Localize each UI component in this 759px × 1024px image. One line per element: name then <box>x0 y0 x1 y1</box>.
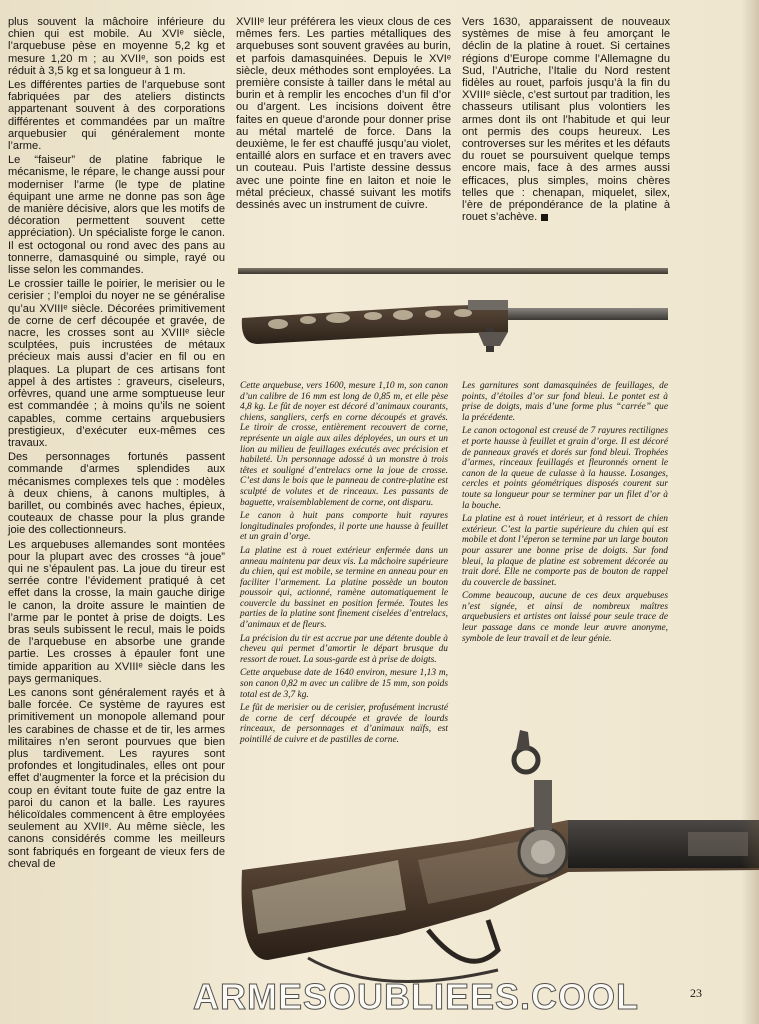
end-mark-icon <box>541 214 548 221</box>
caption-right <box>462 381 668 647</box>
section-divider <box>238 268 668 274</box>
article-column-3 <box>462 16 670 225</box>
watermark: ARMESOUBLIEES.COOL <box>193 976 640 1017</box>
paragraph: Le “faiseur” de platine fabrique le mécanisme, le répare, le change aussi pour moderniser l’arme (le type de platine équipant une arme ne donne pas son âge de manière décisive, alors que les motifs de décoration permettent souvent cette appréciation). Un spécialiste forge le canon. Il est octogonal ou rond avec des pans au tonnerre, damasquiné ou simple, rayé ou lisse selon les commandes. <box>8 154 225 277</box>
caption-paragraph: Le fût de merisier ou de cerisier, profusément incrusté de corne de cerf découpée et gravée de lourds rinceaux, de personnages et d’animaux naïfs, est pointillé de cuivre et de pastilles de corne. <box>240 703 448 745</box>
caption-paragraph: Cette arquebuse, vers 1600, mesure 1,10 m, son canon d’un calibre de 16 mm est long de 0,85 m, et elle pèse 4,8 kg. Le fût de noyer est décoré d’animaux courants, chiens, sangliers, cerfs en corne découpés et gravés. Le tiroir de crosse, entièrement recouvert de corne, représente un aigle aux ailes déployées, un ours et un lion au milieu de feuillages exécutés avec précision et habileté. Un personnage adossé à un monstre à trois têtes et souligné d’entrelacs orne la joue de crosse. C’est dans le bois que le panneau de contre-platine est sculpté de volutes et de rinceaux. Les passants de baguette, vraisemblablement de corne, ont disparu. <box>240 381 448 508</box>
paragraph: Des personnages fortunés passent commande d’armes splendides aux mécanismes complexes tels que : modèles à deux chiens, à canons multiples, à barillet, ou combinés avec haches, épieux, couteaux de chasse pour la plus grande joie des collectionneurs. <box>8 451 225 537</box>
arquebuse-1640-image <box>238 720 759 998</box>
article-column-2 <box>236 16 451 213</box>
caption-paragraph: Les garnitures sont damasquinées de feuillages, de points, d’étoiles d’or sur fond bleui. Le pontet est à prise de doigts, mais d’une forme plus “carrée” que la précédente. <box>462 381 668 423</box>
caption-paragraph: Comme beaucoup, aucune de ces deux arquebuses n’est signée, et ainsi de nombreux maîtres arquebusiers et artistes ont laissé pour seule trace de leur passage dans ce monde leur œuvre anonyme, symbole de leur travail et de leur génie. <box>462 591 668 644</box>
caption-paragraph: La platine est à rouet intérieur, et à ressort de chien extérieur. C’est la partie supérieure du chien qui est mobile et dont l’éperon se termine par un large bouton pour assurer une bonne prise de doigts. Sur fond bleui, la plaque de platine est sobrement décorée au trait doré. Elle ne comporte pas de bouton de rappel du couvercle de bassinet. <box>462 514 668 588</box>
caption-paragraph: Le canon à huit pans comporte huit rayures longitudinales profondes, il porte une hausse à feuillet et un grain d’orge. <box>240 511 448 543</box>
article-column-1 <box>8 16 225 872</box>
caption-paragraph: Le canon octogonal est creusé de 7 rayures rectilignes et porte hausse à feuillet et grain d’orge. Il est décoré de panneaux gravés et dorés sur fond bleui. Trophées d’armes, rinceaux feuillagés et fleuronnés ornent le canon de la queue de culasse à la hausse. Losanges, cercles et points géométriques disposés courent sur toute sa longueur pour se terminer par un filet d’or à la bouche. <box>462 426 668 511</box>
page-number: 23 <box>690 986 702 1000</box>
paragraph: Vers 1630, apparaissent de nouveaux systèmes de mise à feu amorçant le déclin de la platine à rouet. Si certaines régions d’Europe comme l’Allemagne du Sud, l’Autriche, l’Italie du Nord restent fidèles au rouet, parfois jusqu’à la fin du XVIIIᵉ siècle, c’est surtout par tradition, les chasseurs utilisant plus volontiers les armes dont ils ont l’habitude et qui leur ont permis des coups heureux. Les controverses sur les mérites et les défauts du rouet se poursuivent quelque temps encore mais, face à des armes aussi efficaces, plus simples, moins chères telles que : chenapan, miquelet, silex, l’ère de prépondérance de la platine à rouet s’achève. <box>462 16 670 224</box>
paragraph: Les différentes parties de l’arquebuse sont fabriquées par des ateliers distincts appartenant souvent à des corporations différentes et commandées par un maître arquebusier qui généralement monte l’arme. <box>8 79 225 153</box>
arquebuse-1600-image <box>238 288 670 368</box>
paragraph: Les canons sont généralement rayés et à balle forcée. Ce système de rayures est primitivement un monopole allemand pour les carabines de chasse et de tir, les armes militaires n’en seront pourvues que bien plus tardivement. Les rayures sont profondes et longitudinales, elles ont pour effet d’augmenter la force et la précision du coup en évitant toute fuite de gaz entre la paroi du canon et la balle. Les rayures hélicoïdales commencent à être employées seulement au XVIIᵉ. Au même siècle, les canons considérés comme les meilleurs sont fabriqués en forgeant de vieux fers de cheval de <box>8 686 225 870</box>
page-edge-shadow <box>741 0 759 1024</box>
paragraph: Les arquebuses allemandes sont montées pour la plupart avec des crosses “à joue” qui ne s’épaulent pas. La joue du tireur est serrée contre l’évidement pratiqué à cet effet dans la crosse, la main gauche dirige le canon, la droite assure le maintien de l’arme par le pontet à prise de doigts. Les bras seuls subissent le recul, mais le poids de l’arquebuse en absorbe une grande partie. Les crosses à épauler font une timide apparition au XVIIIᵉ siècle dans les pays germaniques. <box>8 538 225 685</box>
paragraph: plus souvent la mâchoire inférieure du chien qui est mobile. Au XVIᵉ siècle, l’arquebuse pèse en moyenne 5,2 kg et mesure 1,20 m ; au XVIIᵉ, son poids est réduit à 3,5 kg et sa longueur à 1 m. <box>8 16 225 77</box>
paragraph: XVIIIᵉ leur préférera les vieux clous de ces mêmes fers. Les parties métalliques des arquebuses sont souvent gravées au burin, et parfois damasquinées. Depuis le XVIᵉ siècle, deux méthodes sont employées. La première consiste à tailler dans le métal au burin et à remplir les encoches d’un fil d’or ou d’argent. Les incisions doivent être faites en queue d’aronde pour donner prise au métal martelé de force. Dans la deuxième, le fer est chauffé jusqu’au violet, entaillé alors en surface et en travers avec un couteau. Puis l’artiste dessine dessus avec une pointe fine en laiton et noie le métal précieux, chassé suivant les motifs dessinés avec un instrument de cuivre. <box>236 16 451 212</box>
caption-paragraph: La platine est à rouet extérieur enfermée dans un anneau maintenu par deux vis. La mâchoire supérieure du chien, qui est mobile, se termine en anneau pour en faciliter l’armement. La platine possède un bouton poussoir qui, actionné, ramène automatiquement le couvercle du bassinet en position fermée. Toutes les parties de la platine sont finement ciselées d’entrelacs, d’animaux et de fleurs. <box>240 545 448 631</box>
paragraph: Le crossier taille le poirier, le merisier ou le cerisier ; l’emploi du noyer ne se généralise qu’au XVIIIᵉ siècle. Décorées primitivement de corne de cerf découpée et gravée, de nacre, les crosses sont au XVIIIᵉ siècle sculptées, puis incrustées de métaux précieux mais aussi d’acier en fil ou en plaques. La plupart de ces artisans font appel à des artistes : graveurs, ciseleurs, orfèvres, quand une arme somptueuse leur est commandée ; à moins qu’ils ne soient capables, comme certains arquebusiers prestigieux, d’exécuter eux-mêmes ces travaux. <box>8 278 225 449</box>
caption-paragraph: La précision du tir est accrue par une détente double à cheveu qui permet d’amortir le départ brusque du ressort de rouet. La sous-garde est à prise de doigts. <box>240 633 448 665</box>
caption-paragraph: Cette arquebuse date de 1640 environ, mesure 1,13 m, son canon 0,82 m avec un calibre de 15 mm, son poids total est de 3,7 kg. <box>240 668 448 700</box>
caption-left <box>240 381 448 749</box>
